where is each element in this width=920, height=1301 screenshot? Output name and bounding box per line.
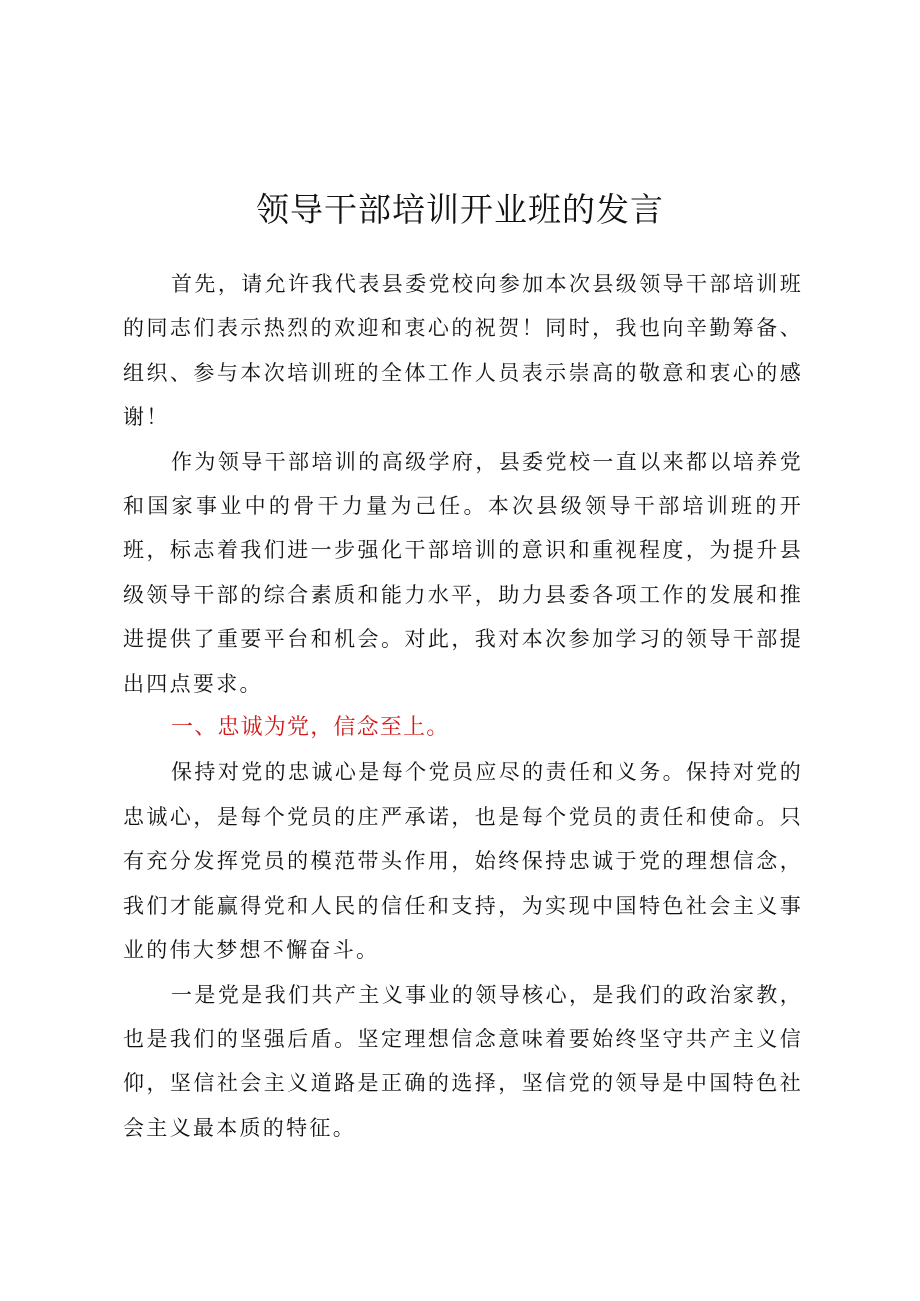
paragraph-party-school: 作为领导干部培训的高级学府，县委党校一直以来都以培养党和国家事业中的骨干力量为己任。本次县级领导干部培训班的开班，标志着我们进一步强化干部培训的意识和重视程度，为提升县级领导干部的综合素质和能力水平，助力县委各项工作的发展和推进提供了重要平台和机会。对此，我对本次参加学习的领导干部提出四点要求。	[123, 449, 803, 696]
paragraph-point-one: 一是党是我们共产主义事业的领导核心，是我们的政治家教，也是我们的坚强后盾。坚定理想信念意味着要始终坚守共产主义信仰，坚信社会主义道路是正确的选择，坚信党的领导是中国特色社会主义最本质的特征。	[123, 982, 803, 1140]
paragraph-welcome: 首先，请允许我代表县委党校向参加本次县级领导干部培训班的同志们表示热烈的欢迎和衷心的祝贺！同时，我也向辛勤筹备、组织、参与本次培训班的全体工作人员表示崇高的敬意和衷心的感谢！	[123, 272, 803, 430]
paragraph-loyalty: 保持对党的忠诚心是每个党员应尽的责任和义务。保持对党的忠诚心，是每个党员的庄严承诺，也是每个党员的责任和使命。只有充分发挥党员的模范带头作用，始终保持忠诚于党的理想信念，我们才能赢得党和人民的信任和支持，为实现中国特色社会主义事业的伟大梦想不懈奋斗。	[123, 760, 803, 963]
section-heading-loyalty: 一、忠诚为党，信念至上。	[171, 715, 450, 741]
document-body	[123, 262, 803, 1150]
document-title: 领导干部培训开业班的发言	[256, 190, 664, 229]
